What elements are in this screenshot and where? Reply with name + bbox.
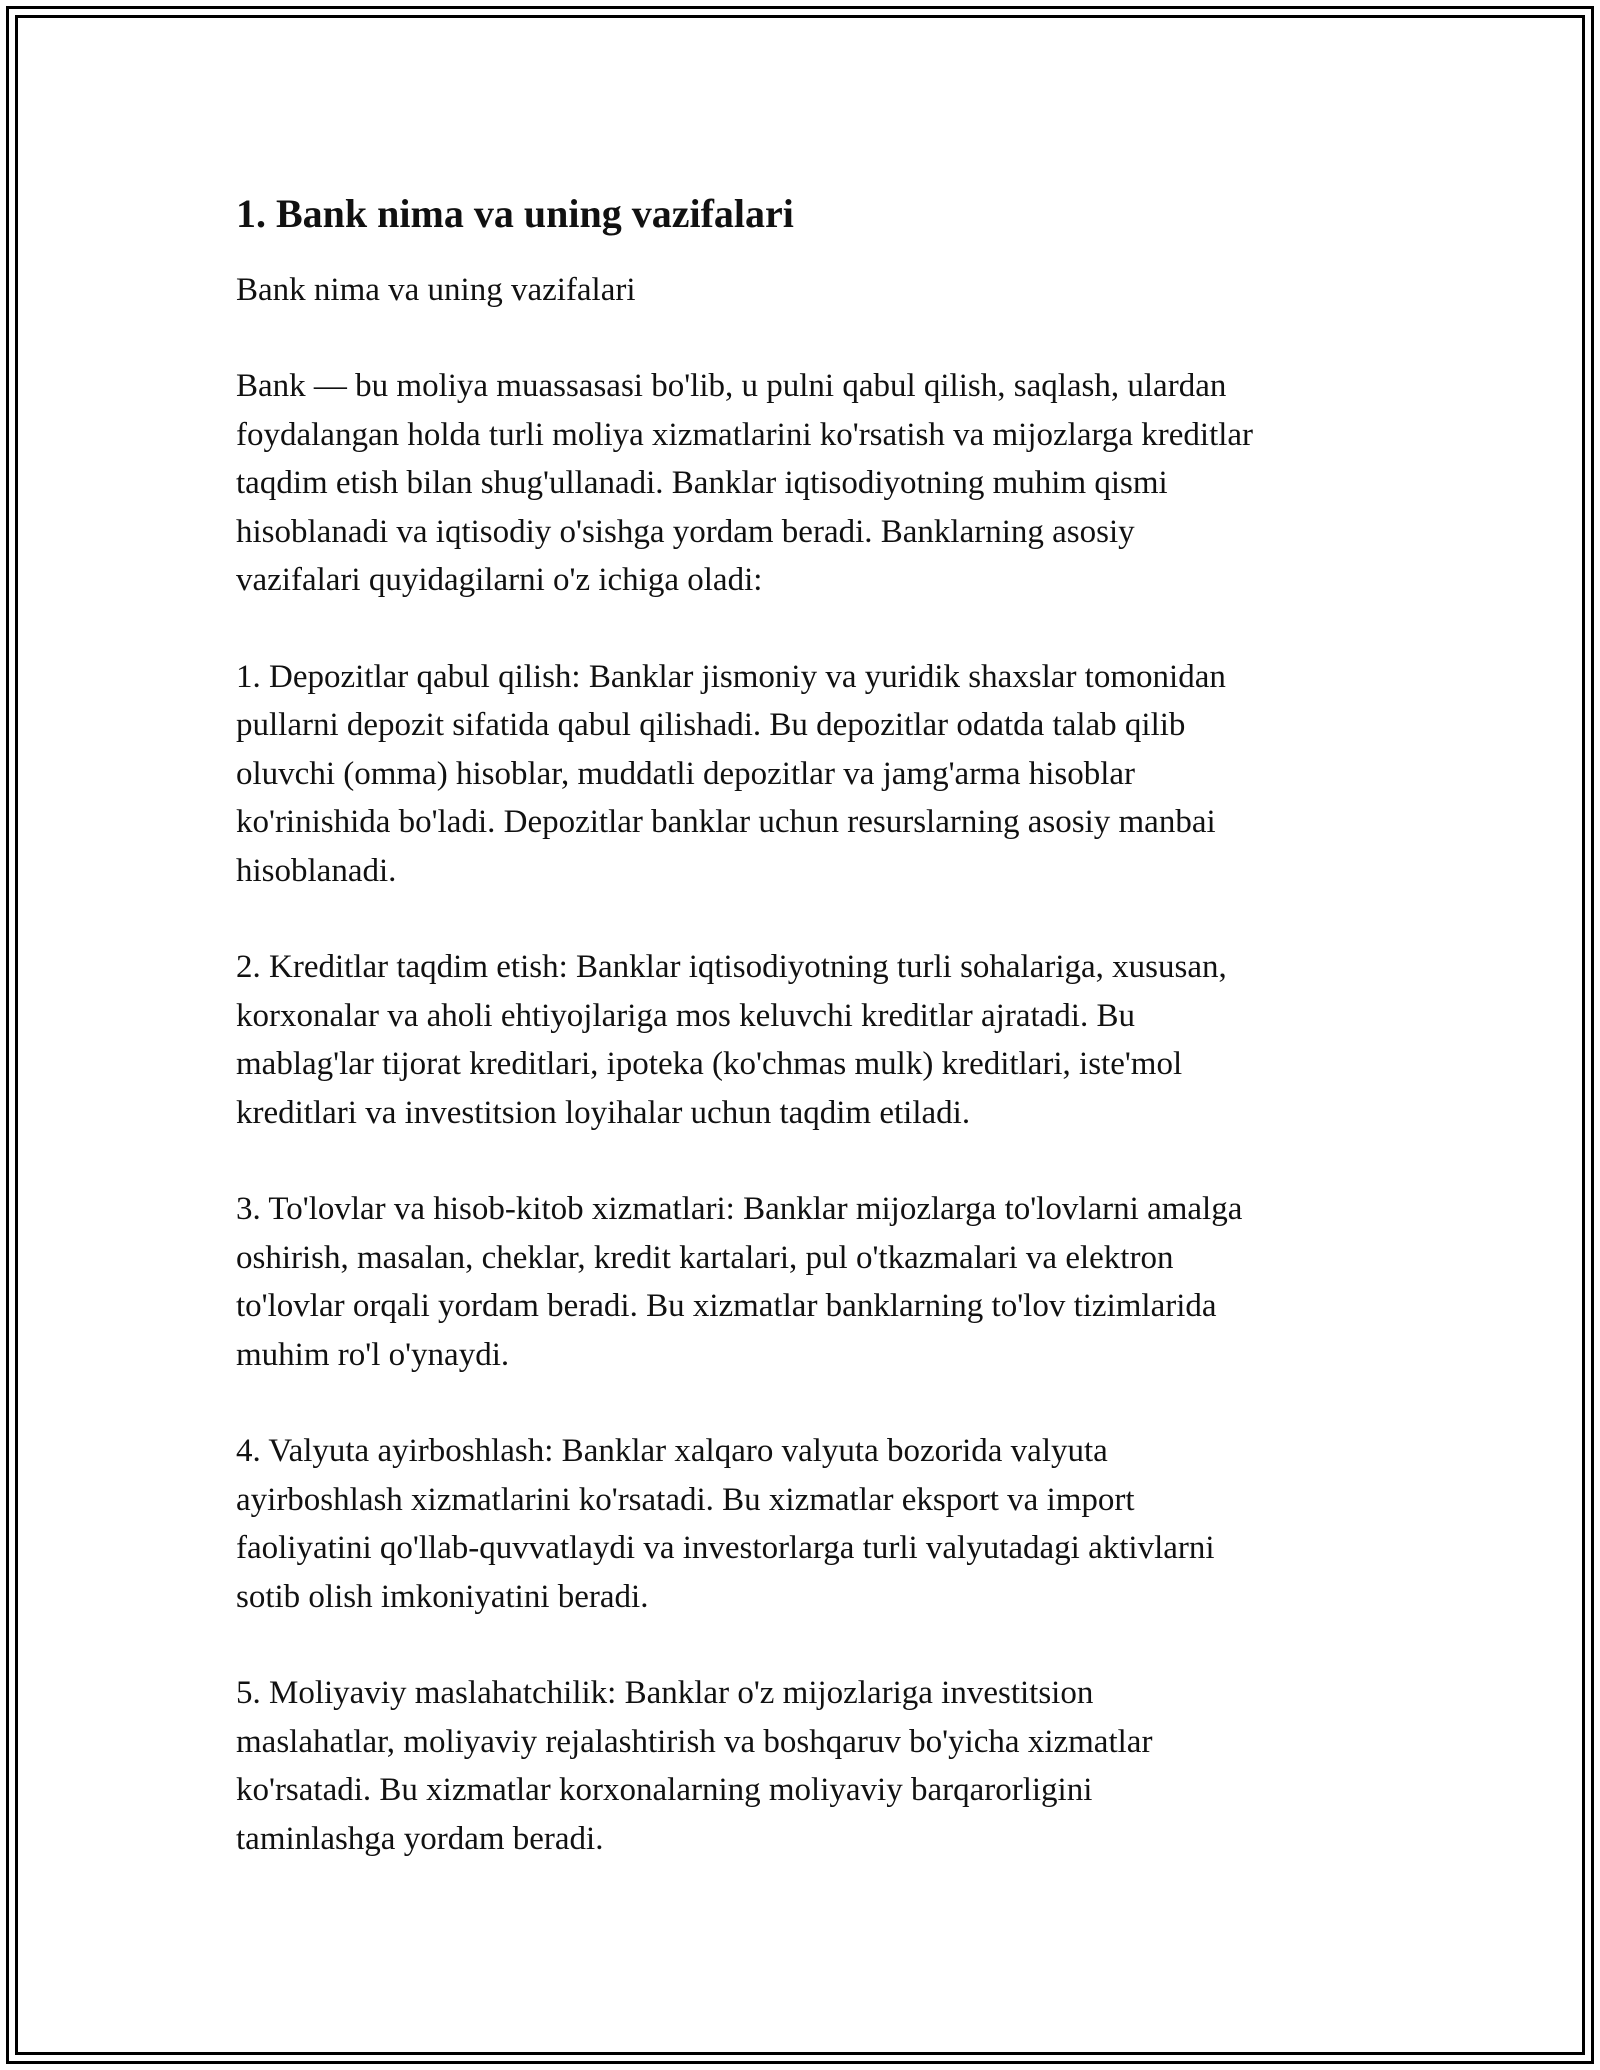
document-subtitle: Bank nima va uning vazifalari: [236, 272, 636, 308]
list-item-payments: 3. To'lovlar va hisob-kitob xizmatlari: Banklar mijozlarga to'lovlarni amalga oshirish, masalan, cheklar, kredit kartalari, pul o'tkazmalari va elektron to'lovlar orqali yordam beradi. Bu xizmatlar banklarning to'lov tizimlarida muhim ro'l o'ynaydi.: [236, 1191, 1243, 1373]
list-item-financial-advisory: 5. Moliyaviy maslahatchilik: Banklar o'z mijozlariga investitsion maslahatlar, moliyaviy rejalashtirish va boshqaruv bo'yicha xizmatlar ko'rsatadi. Bu xizmatlar korxonalarning moliyaviy barqarorligini taminlashga yordam beradi.: [236, 1675, 1153, 1857]
document-title: 1. Bank nima va uning vazifalari: [236, 191, 794, 236]
list-item-currency-exchange: 4. Valyuta ayirboshlash: Banklar xalqaro valyuta bozorida valyuta ayirboshlash xizmatlarini ko'rsatadi. Bu xizmatlar eksport va import faoliyatini qo'llab-quvvatlaydi va investorlarga turli valyutadagi aktivlarni sotib olish imkoniyatini beradi.: [236, 1433, 1215, 1615]
document-body: [236, 188, 1386, 1863]
list-item-credits: 2. Kreditlar taqdim etish: Banklar iqtisodiyotning turli sohalariga, xususan, korxonalar va aholi ehtiyojlariga mos keluvchi kreditlar ajratadi. Bu mablag'lar tijorat kreditlari, ipoteka (ko'chmas mulk) kreditlari, iste'mol kreditlari va investitsion loyihalar uchun taqdim etiladi.: [236, 949, 1227, 1131]
list-item-deposits: 1. Depozitlar qabul qilish: Banklar jismoniy va yuridik shaxslar tomonidan pullarni depozit sifatida qabul qilishadi. Bu depozitlar odatda talab qilib oluvchi (omma) hisoblar, muddatli depozitlar va jamg'arma hisoblar ko'rinishida bo'ladi. Depozitlar banklar uchun resurslarning asosiy manbai hisoblanadi.: [236, 658, 1226, 889]
intro-paragraph: Bank — bu moliya muassasasi bo'lib, u pulni qabul qilish, saqlash, ulardan foydalangan holda turli moliya xizmatlarini ko'rsatish va mijozlarga kreditlar taqdim etish bilan shug'ullanadi. Banklar iqtisodiyotning muhim qismi hisoblanadi va iqtisodiy o'sishga yordam beradi. Banklarning asosiy vazifalari quyidagilarni o'z ichiga oladi:: [236, 368, 1254, 598]
